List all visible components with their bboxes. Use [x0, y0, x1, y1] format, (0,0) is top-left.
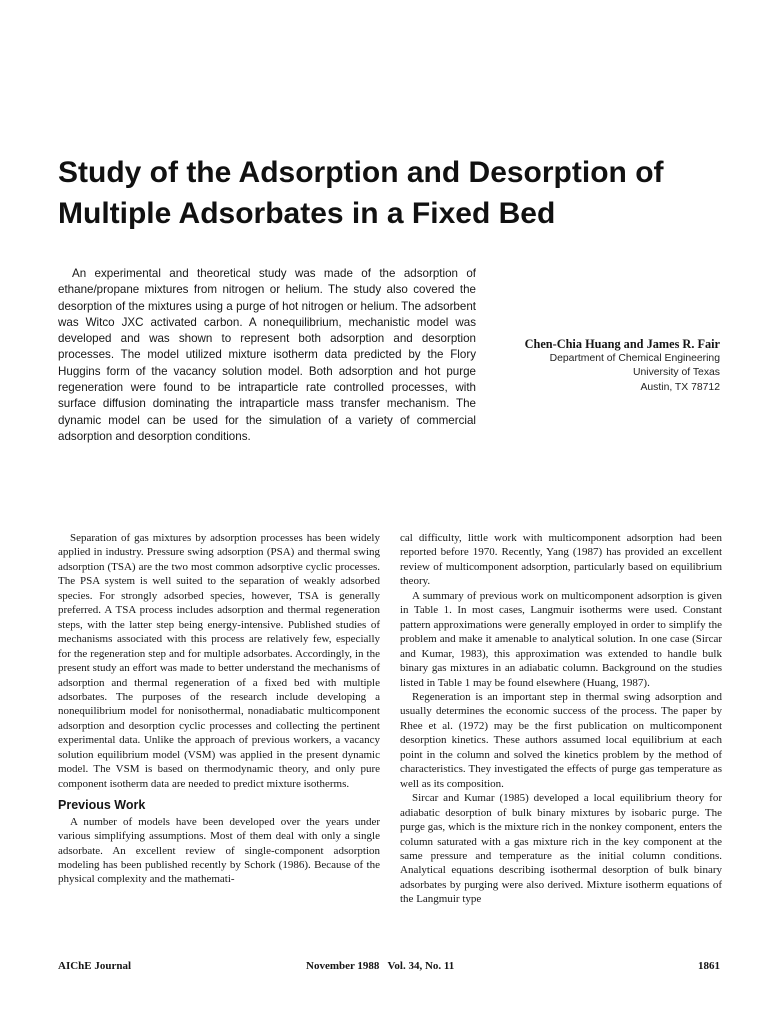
body-paragraph: Regeneration is an important step in thermal swing adsorption and usually determines the economic success of the process. The paper by Rhee et al. (1972) may be the first publication on multicomponent desorption kinetics. These authors assumed local equilibrium at each point in the column and solved the kinetics problem by the method of characteristics. They investigated the effects of purge gas temperature as well as its composition. — [400, 690, 722, 790]
university: University of Texas — [632, 367, 720, 379]
author-block — [480, 336, 720, 395]
body-column-right — [400, 531, 722, 907]
authors: Chen-Chia Huang and James R. Fair — [524, 337, 720, 351]
city: Austin, TX 78712 — [640, 381, 720, 393]
body-paragraph: A number of models have been developed over the years under various simplifying assumptions. Most of them deal with only a single adsorbate. An excellent review of single-component adsorption modeling has been published recently by Schork (1986). Because of the physical complexity and the mathemati- — [58, 815, 380, 886]
issue-info: November 1988 Vol. 34, No. 11 — [306, 960, 455, 972]
journal-name: AIChE Journal — [58, 960, 132, 972]
body-paragraph: cal difficulty, little work with multicomponent adsorption had been reported before 1970. Recently, Yang (1987) has provided an excellent review of multicomponent adsorption, particularly based on equilibrium theory. — [400, 532, 722, 588]
section-heading: Previous Work — [58, 798, 146, 813]
article-title: Study of the Adsorption and Desorption of Multiple Adsorbates in a Fixed Bed — [58, 156, 664, 230]
body-column-left — [58, 531, 380, 887]
page-footer — [58, 960, 720, 976]
body-paragraph: A summary of previous work on multicomponent adsorption is given in Table 1. In most cases, Langmuir isotherms were used. Constant pattern approximations were generally employed in order to simplify the problem and make it amenable to analytical solution. In one case (Sircar and Kumar, 1983), this approximation was extended to handle bulk binary gas mixtures in an adiabatic column. Background on the studies listed in Table 1 may be found elsewhere (Huang, 1987). — [400, 589, 722, 689]
body-paragraph: Sircar and Kumar (1985) developed a local equilibrium theory for adiabatic desorption of bulk binary mixtures by isobaric purge. The purge gas, which is the mixture rich in the nonkey component, enters the column saturated with a gas mixture rich in the key component at the same pressure and temperature as the initial column conditions. Analytical equations describing isothermal desorption of bulk binary adsorbates by purging were also derived. Mixture isotherm equations of the Langmuir type — [400, 792, 722, 906]
page-number: 1861 — [698, 960, 720, 972]
abstract: An experimental and theoretical study was made of the adsorption of ethane/propane mixtures from nitrogen or helium. The study also covered the desorption of the mixtures using a purge of hot nitrogen or helium. The adsorbent was Witco JXC activated carbon. A nonequilibrium, mechanistic model was developed and was shown to represent both adsorption and desorption processes. The model utilized mixture isotherm data predicted by the Flory Huggins form of the vacancy solution model. Both adsorption and hot purge regeneration were found to be intraparticle rate controlled processes, with surface diffusion dominating the intraparticle mass transfer mechanism. The dynamic model can be used for the simulation of a variety of commercial adsorption and desorption conditions. — [58, 267, 476, 443]
body-paragraph: Separation of gas mixtures by adsorption processes has been widely applied in industry. Pressure swing adsorption (PSA) and thermal swing adsorption (TSA) are the two most common adsorptive cyclic processes. The PSA system is well suited to the separation of weakly adsorbed species. For strongly adsorbed species, however, TSA is generally preferred. A TSA process includes adsorption and thermal regeneration steps, with the latter step being energy-intensive. Published studies of mechanisms associated with this process are relatively few, especially for the regeneration step and for multiple adsorbates. Accordingly, in the present study an effort was made to better understand the mechanisms of adsorption and thermal regeneration of a fixed bed with multiple adsorbates. The purposes of the research include developing a nonequilibrium model for nonisothermal, nonadiabatic multicomponent adsorption and desorption cyclic processes and collecting the pertinent experimental data. Unlike the approach of previous workers, a vacancy solution equilibrium model (VSM) was applied in the present dynamic model. The VSM is based on thermodynamic theory, and only pure component isotherm data are needed to predict mixture isotherms. — [58, 532, 380, 790]
department: Department of Chemical Engineering — [549, 353, 720, 364]
